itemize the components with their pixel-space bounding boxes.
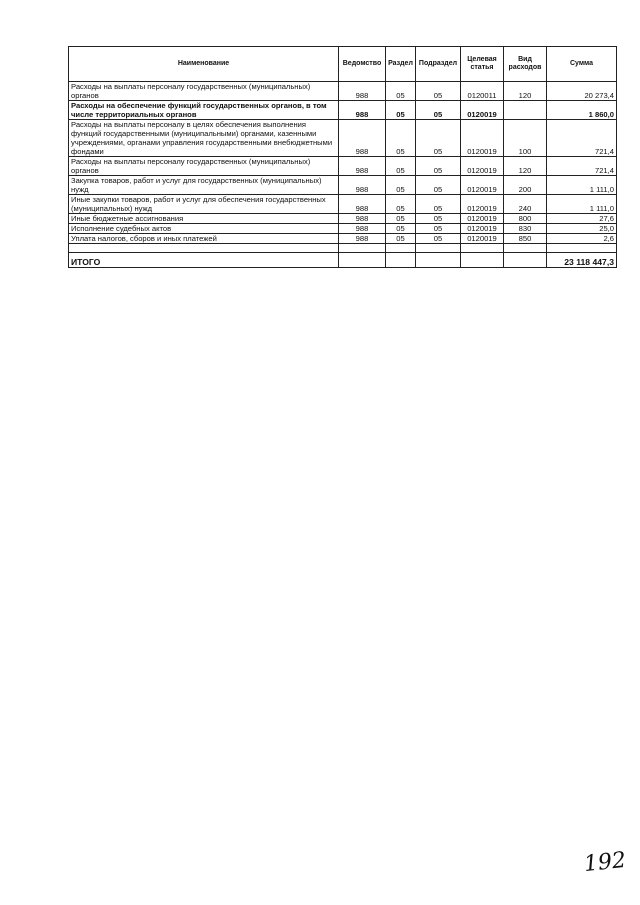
header-vedomstvo: Ведомство [339, 47, 386, 82]
cell-cs: 0120019 [461, 176, 504, 195]
cell-podr: 05 [416, 101, 461, 120]
table-header-row [69, 47, 617, 82]
header-razdel: Раздел [386, 47, 416, 82]
cell-ved: 988 [339, 176, 386, 195]
cell-cs: 0120019 [461, 214, 504, 224]
cell-razd: 05 [386, 101, 416, 120]
cell-ved: 988 [339, 120, 386, 157]
cell-podr: 05 [416, 195, 461, 214]
cell-name: Расходы на выплаты персоналу в целях обеспечения выполнения функций государственными (муниципальными) органами, казенными учреждениями, органами управления государственными внебюджетными фондами [69, 120, 339, 157]
cell-ved: 988 [339, 214, 386, 224]
cell-vr: 120 [504, 157, 547, 176]
cell-name: Уплата налогов, сборов и иных платежей [69, 234, 339, 244]
cell-sum: 20 273,4 [547, 82, 617, 101]
table-row [69, 176, 617, 195]
cell-razd: 05 [386, 157, 416, 176]
cell-ved: 988 [339, 234, 386, 244]
table-row [69, 101, 617, 120]
cell-razd: 05 [386, 234, 416, 244]
budget-table [68, 46, 617, 268]
header-summa: Сумма [547, 47, 617, 82]
cell-podr: 05 [416, 224, 461, 234]
cell-name: Расходы на выплаты персоналу государственных (муниципальных) органов [69, 82, 339, 101]
cell-podr: 05 [416, 234, 461, 244]
cell-sum: 27,6 [547, 214, 617, 224]
total-sum: 23 118 447,3 [547, 253, 617, 268]
table-row [69, 157, 617, 176]
cell-name: Иные бюджетные ассигнования [69, 214, 339, 224]
cell-vr: 830 [504, 224, 547, 234]
table-row [69, 82, 617, 101]
page-number: 192 [582, 847, 628, 878]
cell-name: Расходы на обеспечение функций государственных органов, в том числе территориальных органов [69, 101, 339, 120]
cell-cs: 0120019 [461, 234, 504, 244]
cell-razd: 05 [386, 120, 416, 157]
header-vid-rashodov: Вид расходов [504, 47, 547, 82]
cell-cs: 0120019 [461, 157, 504, 176]
cell-name: Закупка товаров, работ и услуг для государственных (муниципальных) нужд [69, 176, 339, 195]
cell-ved: 988 [339, 195, 386, 214]
cell-ved: 988 [339, 101, 386, 120]
cell-cs: 0120011 [461, 82, 504, 101]
table-row [69, 224, 617, 234]
cell-name: Исполнение судебных актов [69, 224, 339, 234]
cell-podr: 05 [416, 120, 461, 157]
cell-sum: 1 111,0 [547, 176, 617, 195]
cell-podr: 05 [416, 157, 461, 176]
table-row [69, 234, 617, 244]
cell-ved: 988 [339, 157, 386, 176]
cell-sum: 2,6 [547, 234, 617, 244]
cell-vr: 240 [504, 195, 547, 214]
cell-razd: 05 [386, 176, 416, 195]
cell-podr: 05 [416, 82, 461, 101]
cell-cs: 0120019 [461, 101, 504, 120]
cell-vr: 120 [504, 82, 547, 101]
header-name: Наименование [69, 47, 339, 82]
header-celevaya-statya: Целевая статья [461, 47, 504, 82]
total-label: ИТОГО [69, 253, 339, 268]
cell-vr [504, 101, 547, 120]
cell-sum: 721,4 [547, 120, 617, 157]
header-podrazdel: Подраздел [416, 47, 461, 82]
table-row [69, 195, 617, 214]
cell-cs: 0120019 [461, 120, 504, 157]
cell-sum: 1 111,0 [547, 195, 617, 214]
cell-cs: 0120019 [461, 224, 504, 234]
cell-name: Иные закупки товаров, работ и услуг для обеспечения государственных (муниципальных) нужд [69, 195, 339, 214]
table-row [69, 120, 617, 157]
cell-ved: 988 [339, 224, 386, 234]
cell-razd: 05 [386, 224, 416, 234]
empty-row [69, 244, 617, 253]
cell-vr: 200 [504, 176, 547, 195]
cell-vr: 100 [504, 120, 547, 157]
cell-podr: 05 [416, 214, 461, 224]
cell-sum: 721,4 [547, 157, 617, 176]
cell-vr: 800 [504, 214, 547, 224]
total-row [69, 253, 617, 268]
cell-podr: 05 [416, 176, 461, 195]
cell-name: Расходы на выплаты персоналу государственных (муниципальных) органов [69, 157, 339, 176]
cell-ved: 988 [339, 82, 386, 101]
cell-sum: 1 860,0 [547, 101, 617, 120]
cell-cs: 0120019 [461, 195, 504, 214]
cell-razd: 05 [386, 195, 416, 214]
cell-vr: 850 [504, 234, 547, 244]
table-row [69, 214, 617, 224]
cell-razd: 05 [386, 82, 416, 101]
cell-razd: 05 [386, 214, 416, 224]
cell-sum: 25,0 [547, 224, 617, 234]
